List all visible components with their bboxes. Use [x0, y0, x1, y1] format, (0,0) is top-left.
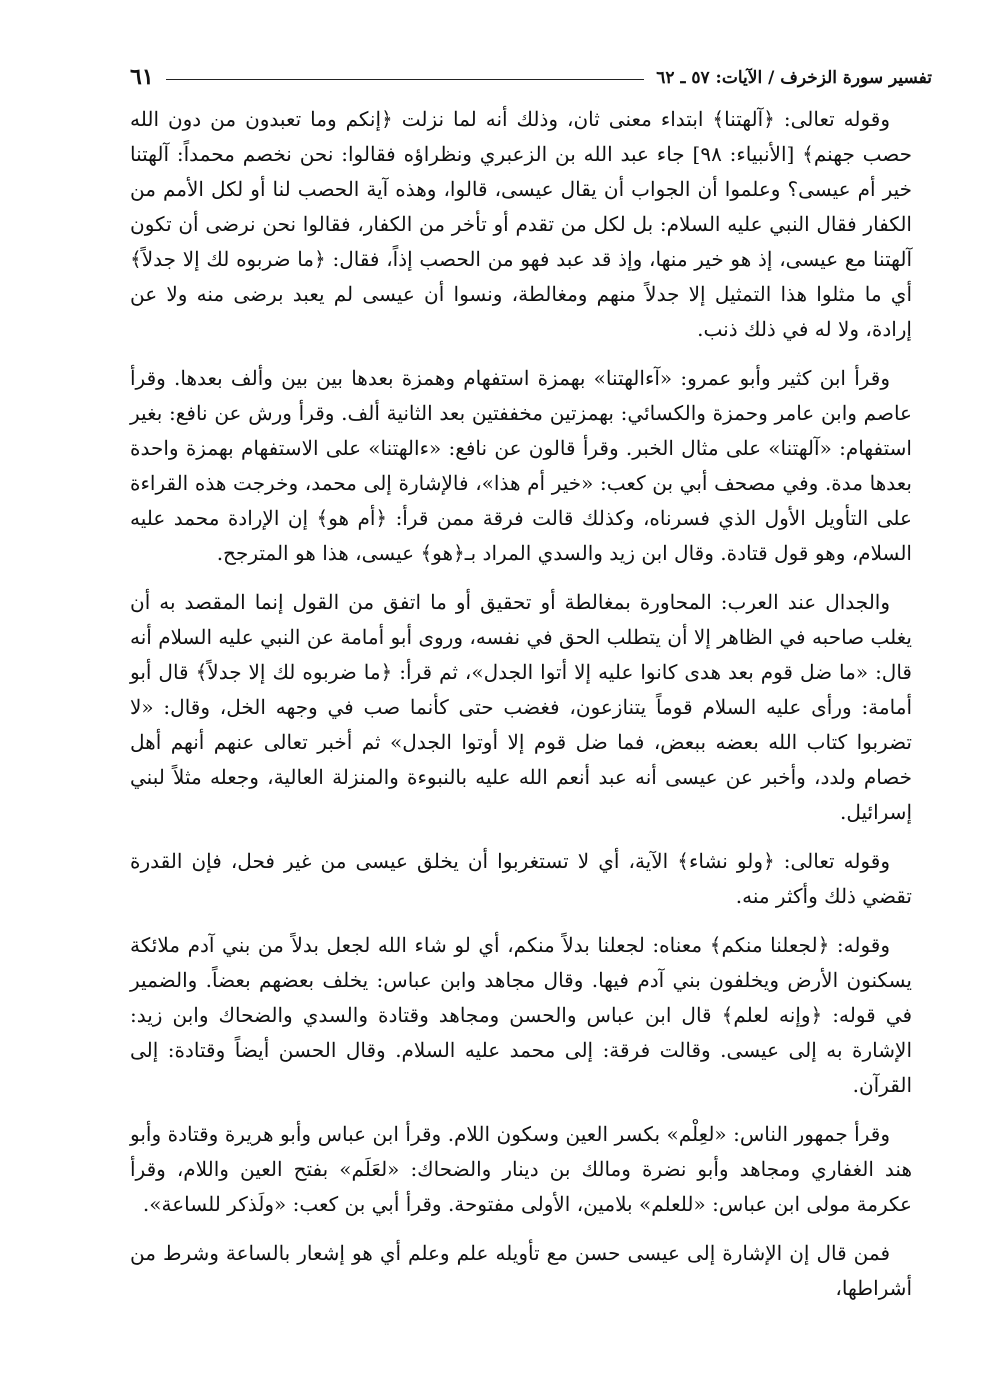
page-header: [124, 44, 932, 94]
page-body: [130, 102, 912, 1306]
paragraph: فمن قال إن الإشارة إلى عيسى حسن مع تأويله علم وعلم أي هو إشعار بالساعة وشرط من أشراطها،: [130, 1241, 912, 1300]
header-rule: [166, 79, 645, 80]
paragraph: والجدال عند العرب: المحاورة بمغالطة أو تحقيق أو ما اتفق من القول إنما المقصد به أن يغلب صاحبه في الظاهر إلا أن يتطلب الحق في نفسه، وروى أبو أمامة عن النبي عليه السلام أنه قال: «ما ضل قوم بعد هدى كانوا عليه إلا أتوا الجدل»، ثم قرأ: ﴿ما ضربوه لك إلا جدلاً﴾ قال أبو أمامة: ورأى عليه السلام قوماً يتنازعون، فغضب حتى كأنما صب في وجهه الخل، وقال: «لا تضربوا كتاب الله بعضه ببعض، فما ضل قوم إلا أوتوا الجدل» ثم أخبر تعالى عنهم أنهم أهل خصام ولدد، وأخبر عن عيسى أنه عبد أنعم الله عليه بالنبوءة والمنزلة العالية، وجعله مثلاً لبني إسرائيل.: [130, 590, 912, 824]
page-number: ٦١: [130, 64, 154, 90]
paragraph: وقوله: ﴿لجعلنا منكم﴾ معناه: لجعلنا بدلاً منكم، أي لو شاء الله لجعل بدلاً من بني آدم ملائكة يسكنون الأرض ويخلفون بني آدم فيها. وقال مجاهد وابن عباس: يخلف بعضهم بعضاً. والضمير في قوله: ﴿وإنه لعلم﴾ قال ابن عباس والحسن ومجاهد وقتادة والسدي والضحاك وابن زيد: الإشارة به إلى عيسى. وقالت فرقة: إلى محمد عليه السلام. وقال الحسن أيضاً وقتادة: إلى القرآن.: [130, 933, 912, 1097]
paragraph: وقرأ ابن كثير وأبو عمرو: «آءالهتنا» بهمزة استفهام وهمزة بعدها بين بين وألف بعدها. وقرأ عاصم وابن عامر وحمزة والكسائي: بهمزتين مخففتين بعد الثانية ألف. وقرأ ورش عن نافع: بغير استفهام: «آلهتنا» على مثال الخبر. وقرأ قالون عن نافع: «ءالهتنا» على الاستفهام بهمزة واحدة بعدها مدة. وفي مصحف أبي بن كعب: «خير أم هذا»، فالإشارة إلى محمد، وخرجت هذه القراءة على التأويل الأول الذي فسرناه، وكذلك قالت فرقة ممن قرأ: ﴿أم هو﴾ إن الإرادة محمد عليه السلام، وهو قول قتادة. وقال ابن زيد والسدي المراد بـ﴿هو﴾ عيسى، هذا هو المترجح.: [130, 366, 912, 565]
paragraph: وقوله تعالى: ﴿آلهتنا﴾ ابتداء معنى ثان، وذلك أنه لما نزلت ﴿إنكم وما تعبدون من دون الله حصب جهنم﴾ [الأنبياء: ٩٨] جاء عبد الله بن الزعبري ونظراؤه فقالوا: نحن نخصم محمداً: آلهتنا خير أم عيسى؟ وعلموا أن الجواب أن يقال عيسى، قالوا، وهذه آية الحصب لنا أو لكل الأمم من الكفار فقال النبي عليه السلام: بل لكل من تقدم أو تأخر من الكفار، فقالوا نحن نرضى أن تكون آلهتنا مع عيسى، إذ هو خير منها، وإذ قد عبد فهو من الحصب إذاً، فقال: ﴿ما ضربوه لك إلا جدلاً﴾ أي ما مثلوا هذا التمثيل إلا جدلاً منهم ومغالطة، ونسوا أن عيسى لم يعبد برضى منه ولا عن إرادة، ولا له في ذلك ذنب.: [130, 107, 912, 341]
running-title: تفسير سورة الزخرف / الآيات: ٥٧ ـ ٦٢: [656, 68, 932, 88]
paragraph: وقرأ جمهور الناس: «لعِلْم» بكسر العين وسكون اللام. وقرأ ابن عباس وأبو هريرة وقتادة وأبو هند الغفاري ومجاهد وأبو نضرة ومالك بن دينار والضحاك: «لعَلَم» بفتح العين واللام، وقرأ عكرمة مولى ابن عباس: «للعلم» بلامين، الأولى مفتوحة. وقرأ أبي بن كعب: «ولَذكر للساعة».: [130, 1122, 912, 1216]
paragraph: وقوله تعالى: ﴿ولو نشاء﴾ الآية، أي لا تستغربوا أن يخلق عيسى من غير فحل، فإن القدرة تقضي ذلك وأكثر منه.: [130, 849, 912, 908]
